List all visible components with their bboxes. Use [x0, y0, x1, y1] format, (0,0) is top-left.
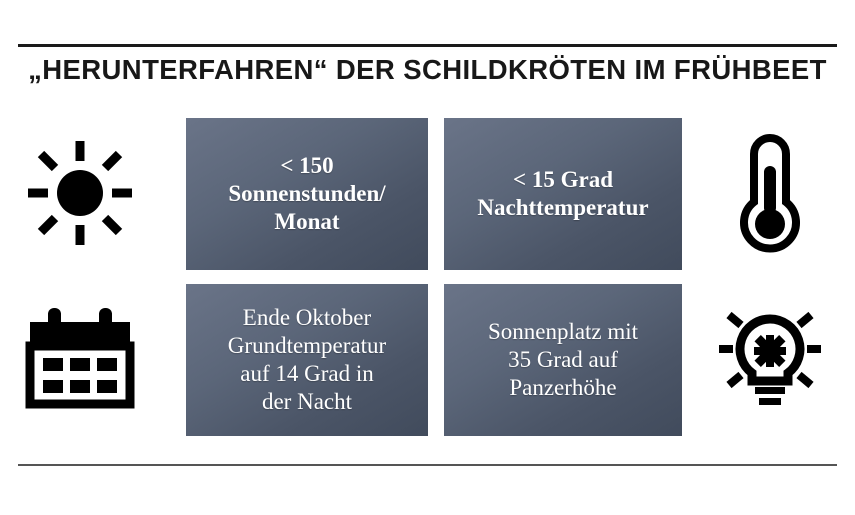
card-sun-hours-line1: < 150 [280, 152, 334, 178]
card-basking-line1: Sonnenplatz mit [487, 318, 639, 344]
card-basking-spot [444, 284, 682, 436]
lightbulb-icon [711, 299, 829, 417]
content-grid [0, 118, 855, 438]
card-basking-line3: Panzerhöhe [509, 375, 617, 401]
card-october-line3: auf 14 Grad in [240, 361, 374, 386]
card-october-ground-temperature [186, 284, 428, 436]
sun-icon-cell [10, 118, 150, 268]
card-basking-line2: 35 Grad auf [508, 346, 618, 372]
card-october-line4: der Nacht [261, 389, 353, 415]
card-sun-hours [186, 118, 428, 270]
thermometer-icon [714, 132, 826, 254]
card-night-temperature-line1: < 15 Grad [512, 166, 613, 192]
card-night-temperature [444, 118, 682, 270]
thermometer-icon-cell [700, 118, 840, 268]
page-title: „HERUNTERFAHREN“ DER SCHILDKRÖTEN IM FRÜHBEET [28, 54, 827, 85]
card-sun-hours-line2: Sonnenstunden/ [228, 180, 386, 206]
card-october-line2: Grundtemperatur [227, 332, 387, 358]
card-sun-hours-line3: Monat [274, 209, 340, 235]
calendar-icon [22, 302, 138, 414]
lightbulb-icon-cell [700, 283, 840, 433]
divider-bottom [18, 464, 837, 466]
card-night-temperature-line2: Nachttemperatur [477, 195, 649, 220]
sun-icon [24, 137, 136, 249]
card-october-line1: Ende Oktober [242, 304, 372, 330]
calendar-icon-cell [10, 283, 150, 433]
divider-top [18, 44, 837, 47]
